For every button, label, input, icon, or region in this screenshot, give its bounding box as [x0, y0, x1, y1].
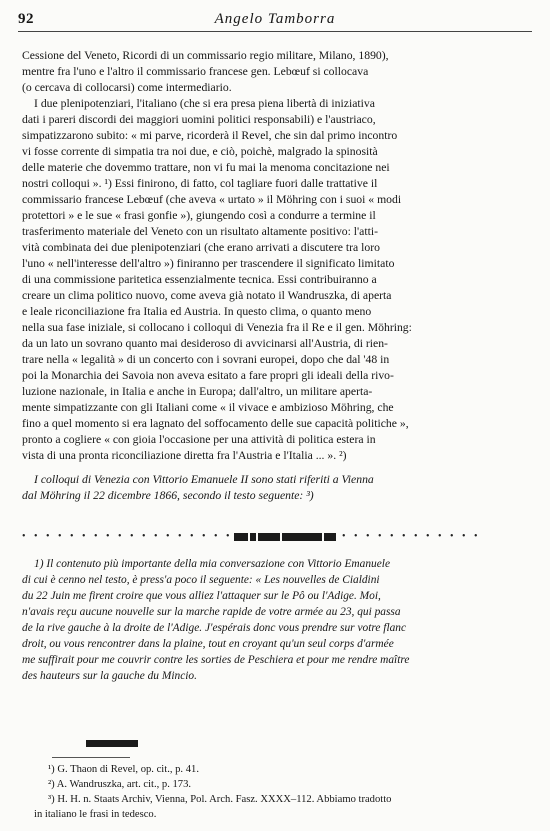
quote-line: de la rive gauche à la droite de l'Adige. J'espérais donc vous prendre sur votre flanc — [22, 622, 407, 634]
body-line: delle materie che dovemmo trattare, non vi fu mai la menoma concitazione nei — [22, 161, 390, 174]
body-line: protettori » e le sue « frasi gonfie »), giungendo così a condurre a termine il — [22, 209, 376, 222]
body-line: nostri colloqui ». ¹) Essi finirono, di fatto, col tagliare fuori dalle trattative il — [22, 177, 378, 190]
body-line: (o cercava di collocarsi) come intermediario. — [22, 81, 232, 94]
header-rule — [18, 31, 532, 32]
body-line: mente simpatizzante con gli Italiani come « il vivace e ambizioso Möhring, che — [22, 401, 394, 414]
footnote: ²) A. Wandruszka, art. cit., p. 173. — [48, 779, 192, 790]
body-line: nella sua fase iniziale, si collocano i colloqui di Venezia fra il Re e il gen. Möhring: — [22, 321, 412, 334]
body-line: luzione nazionale, in Italia e anche in Europa; dall'altro, un militare aperta- — [22, 385, 373, 398]
footnote: ³) H. H. n. Staats Archiv, Vienna, Pol. Arch. Fasz. XXXX–112. Abbiamo tradotto — [48, 794, 392, 805]
body-line: vi fosse corrente di simpatia tra noi due, e ciò, poichè, malgrado la spinosità — [22, 145, 378, 158]
quote-line: me suffirait pour me couvrir contre les sorties de Peschiera et pour me rendre maître — [22, 654, 410, 666]
colloqui-line: dal Möhring il 22 dicembre 1866, secondo il testo seguente: ³) — [22, 489, 314, 502]
body-line: da un lato un sovrano quanto mai desideroso di avvicinarsi all'Austria, di rien- — [22, 337, 388, 350]
body-line: e leale riconciliazione fra Italia ed Austria. In questo clima, o quanto meno — [22, 305, 372, 318]
quote-line: des hauteurs sur la gauche du Mincio. — [22, 670, 197, 682]
footnote-rule — [52, 757, 130, 758]
body-line: trare nella « legalità » di un concerto con i sovrani europei, dopo che dal '48 in — [22, 353, 390, 366]
body-line: vista di una pronta riconciliazione diretta fra l'Austria e l'Italia ... ». ²) — [22, 449, 347, 462]
body-line: creare un clima politico nuovo, come aveva già notato il Wandruszka, di aperta — [22, 289, 392, 302]
colloqui-line: I colloqui di Venezia con Vittorio Emanuele II sono stati riferiti a Vienna — [34, 473, 374, 486]
body-line: commissario francese Lebœuf (che aveva « urtato » il Möhring con i suoi « modi — [22, 193, 402, 206]
quote-line: di cui è cenno nel testo, è press'a poco il seguente: « Les nouvelles de Cialdini — [22, 574, 380, 586]
body-line: pronto a cogliere « con gioia l'occasione per una attività di politica estera in — [22, 433, 376, 446]
body-line: di una commissione paritetica essenzialmente tecnica. Essi contribuiranno a — [22, 273, 377, 286]
quote-line: du 22 Juin me firent croire que vous alliez l'attaquer sur le Pô ou l'Adige. Moi, — [22, 590, 381, 602]
footnote: ¹) G. Thaon di Revel, op. cit., p. 41. — [48, 764, 199, 775]
body-line: Cessione del Veneto, Ricordi di un commissario regio militare, Milano, 1890), — [22, 49, 389, 62]
body-line: fino a quel momento si era lagnato del soffocamento delle sue capacità politiche », — [22, 417, 409, 430]
section-separator: • • • • • • • • • • • • • • • • • • • • • • • • • • • • • • — [22, 531, 481, 542]
footnote: in italiano le frasi in tedesco. — [34, 809, 157, 820]
page-number: 92 — [18, 11, 34, 27]
body-line: simpatizzarono subito: « mi parve, ricorderà il Revel, che sin dal primo incontro — [22, 129, 398, 142]
body-line: trasferimento materiale del Veneto con un risultato altamente positivo: l'atti- — [22, 225, 378, 238]
running-title: Angelo Tamborra — [214, 11, 336, 27]
body-line: I due plenipotenziari, l'italiano (che si era presa piena libertà di iniziativa — [34, 97, 375, 110]
body-line: l'uno « nell'interesse dell'altro ») finiranno per trascendere il significato limitato — [22, 257, 395, 270]
body-line: poi la Monarchia dei Savoia non aveva esitato a fare propri gli ideali della rivo- — [22, 369, 394, 382]
quote-line: n'avais reçu aucune nouvelle sur la marche rapide de votre armée au 23, qui passa — [22, 606, 401, 618]
ink-smudge — [86, 740, 138, 747]
body-line: mentre fra l'uno e l'altro il commissario francese gen. Lebœuf si collocava — [22, 65, 369, 78]
quote-line: 1) Il contenuto più importante della mia conversazione con Vittorio Emanuele — [34, 558, 390, 570]
quote-line: droit, ou vous rencontrer dans la plaine, tout en croyant qu'un seul corps d'armée — [22, 638, 394, 650]
body-line: vità combinata dei due plenipotenziari (che erano arrivati a discutere tra loro — [22, 241, 380, 254]
body-line: dati i pareri discordi dei maggiori uomini politici responsabili) e l'austriaco, — [22, 113, 376, 126]
